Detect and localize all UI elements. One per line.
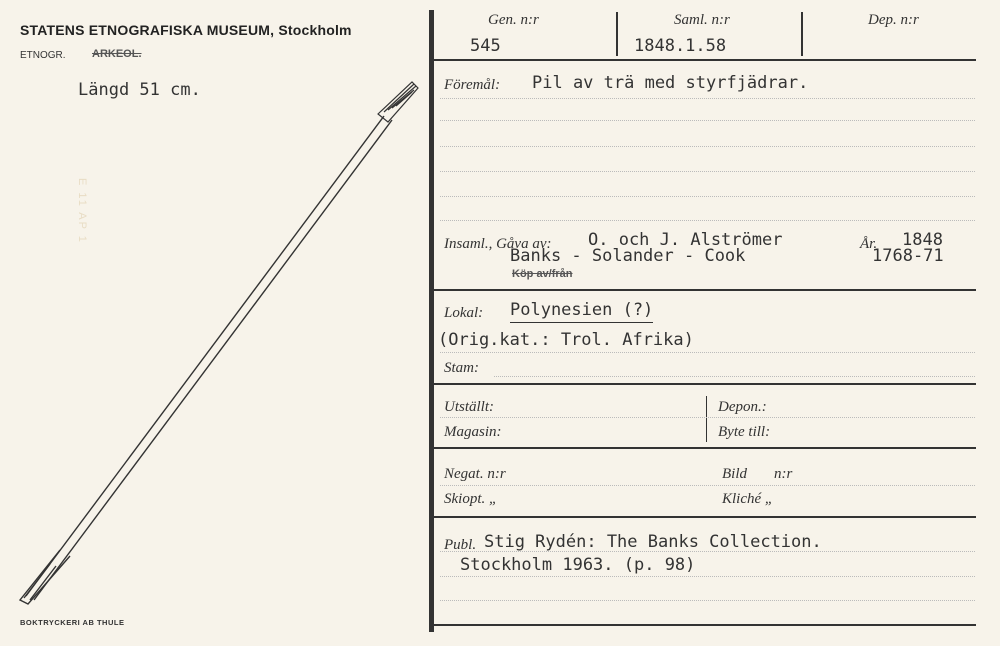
year-label: År. (860, 236, 878, 252)
acquisition-rule (432, 289, 976, 291)
department-label: ETNOGR. (20, 50, 66, 61)
saml-nr-value: 1848.1.58 (634, 36, 727, 56)
locality-label: Lokal: (444, 305, 484, 321)
dotline (440, 551, 975, 552)
dotline (440, 171, 975, 172)
length-note: Längd 51 cm. (78, 80, 201, 100)
exchange-label: Byte till: (718, 424, 771, 440)
negative-label: Negat. n:r (444, 466, 506, 482)
dotline (440, 146, 975, 147)
skiopt-label: Skiopt. „ (444, 491, 498, 507)
header-rule (432, 59, 976, 61)
bottom-rule (432, 624, 976, 626)
museum-title: STATENS ETNOGRAFISKA MUSEUM, Stockholm (20, 22, 352, 38)
publication-line-1: Stig Rydén: The Banks Collection. (484, 532, 822, 552)
object-value: Pil av trä med styrfjädrar. (532, 73, 809, 93)
saml-nr-label: Saml. n:r (674, 12, 730, 28)
header-divider-2 (801, 12, 803, 56)
faded-mark: E 11 AP 1 (76, 178, 88, 244)
dotline (440, 352, 975, 353)
gen-nr-label: Gen. n:r (488, 12, 539, 28)
magazine-label: Magasin: (444, 424, 502, 440)
dep-nr-label: Dep. n:r (868, 12, 919, 28)
arrow-shaft (26, 116, 392, 600)
cliche-label: Kliché „ (722, 491, 774, 507)
tribe-label: Stam: (444, 360, 479, 376)
arrow-drawing (0, 0, 430, 646)
years-value: 1768-71 (872, 246, 944, 266)
year-value: 1848 (902, 230, 943, 250)
dotline (440, 576, 975, 577)
dotline (494, 376, 975, 377)
purchase-stamp: Köp av/från (512, 268, 573, 280)
donor-value: O. och J. Alströmer (588, 230, 783, 250)
dotline (440, 600, 975, 601)
dotline (440, 485, 975, 486)
publication-line-2: Stockholm 1963. (p. 98) (460, 555, 696, 575)
exhibited-label: Utställt: (444, 399, 495, 415)
collectors-value: Banks - Solander - Cook (510, 246, 746, 266)
locality-value: Polynesien (?) (510, 300, 653, 323)
dotline (440, 220, 975, 221)
photo-rule (432, 516, 976, 518)
dotline (440, 120, 975, 121)
dotline (440, 417, 975, 418)
dotline (440, 196, 975, 197)
gen-nr-value: 545 (470, 36, 501, 56)
picture-label: Bild (722, 466, 747, 482)
header-divider-1 (616, 12, 618, 56)
storage-rule (432, 447, 976, 449)
arrow-tip (20, 550, 70, 604)
publication-label: Publ. (444, 537, 477, 553)
dotline (440, 98, 975, 99)
storage-divider (706, 396, 707, 442)
locality-rule (432, 383, 976, 385)
deposit-label: Depon.: (718, 399, 767, 415)
locality-note: (Orig.kat.: Trol. Afrika) (438, 330, 694, 350)
card-divider (429, 10, 434, 632)
department-struck: ARKEOL. (92, 48, 142, 60)
acquisition-label: Insaml., Gåva av: (444, 236, 552, 252)
picture-nr-label: n:r (774, 466, 793, 482)
printer-credit: BOKTRYCKERI AB THULE (20, 618, 125, 627)
object-label: Föremål: (444, 77, 501, 93)
